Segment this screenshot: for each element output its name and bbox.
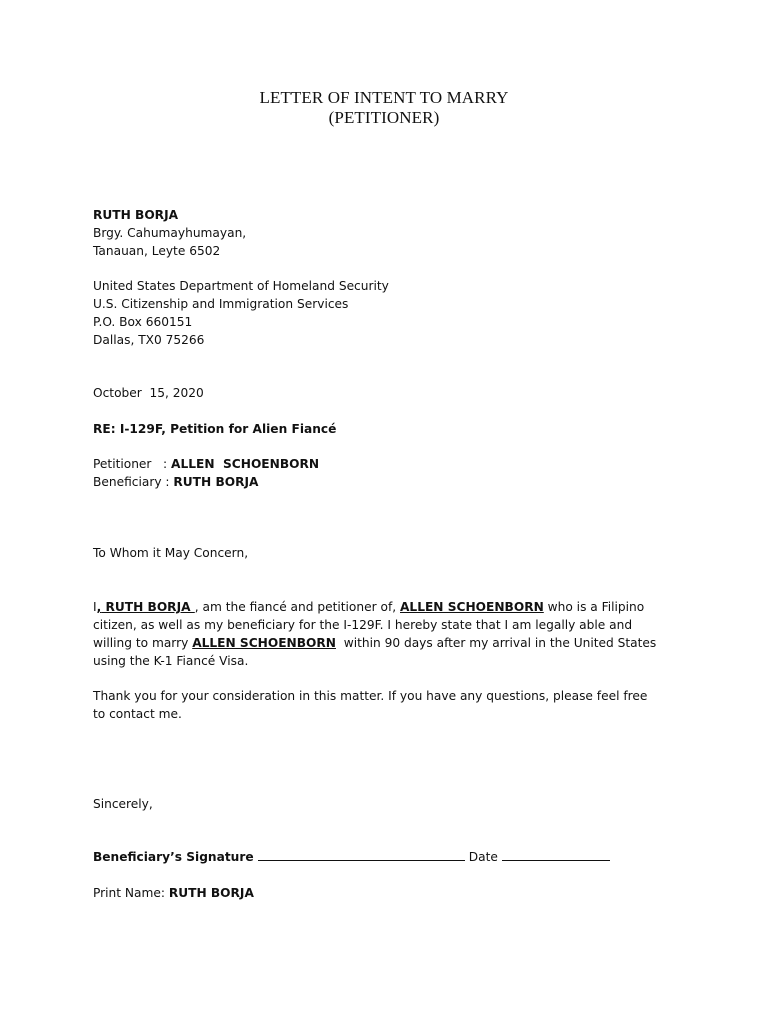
signature-label: Beneficiary’s Signature [93,850,258,864]
print-name-value: RUTH BORJA [168,886,254,900]
letter-date: October 15, 2020 [93,386,204,400]
date-label: Date [464,850,502,864]
petitioner-line [93,455,319,473]
body-paragraph1-line1 [93,598,644,616]
signature-blank[interactable] [258,848,465,861]
print-name-line [93,884,254,902]
recipient-line3: P.O. Box 660151 [93,315,193,329]
signature-line [93,848,610,866]
body-name-allen: ALLEN SCHOENBORN [400,600,544,614]
date-blank[interactable] [502,848,610,861]
body-paragraph1-line3 [93,634,656,652]
body-comma: , [96,600,102,614]
sender-address-line1: Brgy. Cahumayhumayan, [93,226,247,240]
body-line3-prefix: willing to marry [93,636,193,650]
beneficiary-name: RUTH BORJA [173,475,259,489]
body-line3-suffix: within 90 days after my arrival in the United States [335,636,657,650]
body-paragraph2-line2: to contact me. [93,707,182,721]
letter-subtitle: (PETITIONER) [328,108,440,127]
body-name-allen-2: ALLEN SCHOENBORN [192,636,336,650]
body-text1: , am the fiancé and petitioner of, [194,600,400,614]
letter-title: LETTER OF INTENT TO MARRY [259,88,509,107]
beneficiary-line [93,473,258,491]
petitioner-name: ALLEN SCHOENBORN [171,457,320,471]
recipient-line2: U.S. Citizenship and Immigration Services [93,297,349,311]
beneficiary-label: Beneficiary : [93,475,174,489]
body-paragraph1-line4: using the K-1 Fiancé Visa. [93,654,249,668]
closing: Sincerely, [93,797,153,811]
salutation: To Whom it May Concern, [93,546,249,560]
body-name-ruth: RUTH BORJA [101,600,195,614]
recipient-line1: United States Department of Homeland Security [93,279,389,293]
sender-name: RUTH BORJA [93,208,179,222]
recipient-line4: Dallas, TX0 75266 [93,333,205,347]
body-paragraph1-line2: citizen, as well as my beneficiary for the I-129F. I hereby state that I am legally able and [93,618,633,632]
petitioner-label: Petitioner : [93,457,172,471]
body-paragraph2-line1: Thank you for your consideration in this matter. If you have any questions, please feel free [93,689,648,703]
re-line: RE: I-129F, Petition for Alien Fiancé [93,422,337,436]
print-name-label: Print Name: [93,886,169,900]
sender-address-line2: Tanauan, Leyte 6502 [93,244,221,258]
body-pronoun: I [93,600,97,614]
body-text2: who is a Filipino [543,600,645,614]
